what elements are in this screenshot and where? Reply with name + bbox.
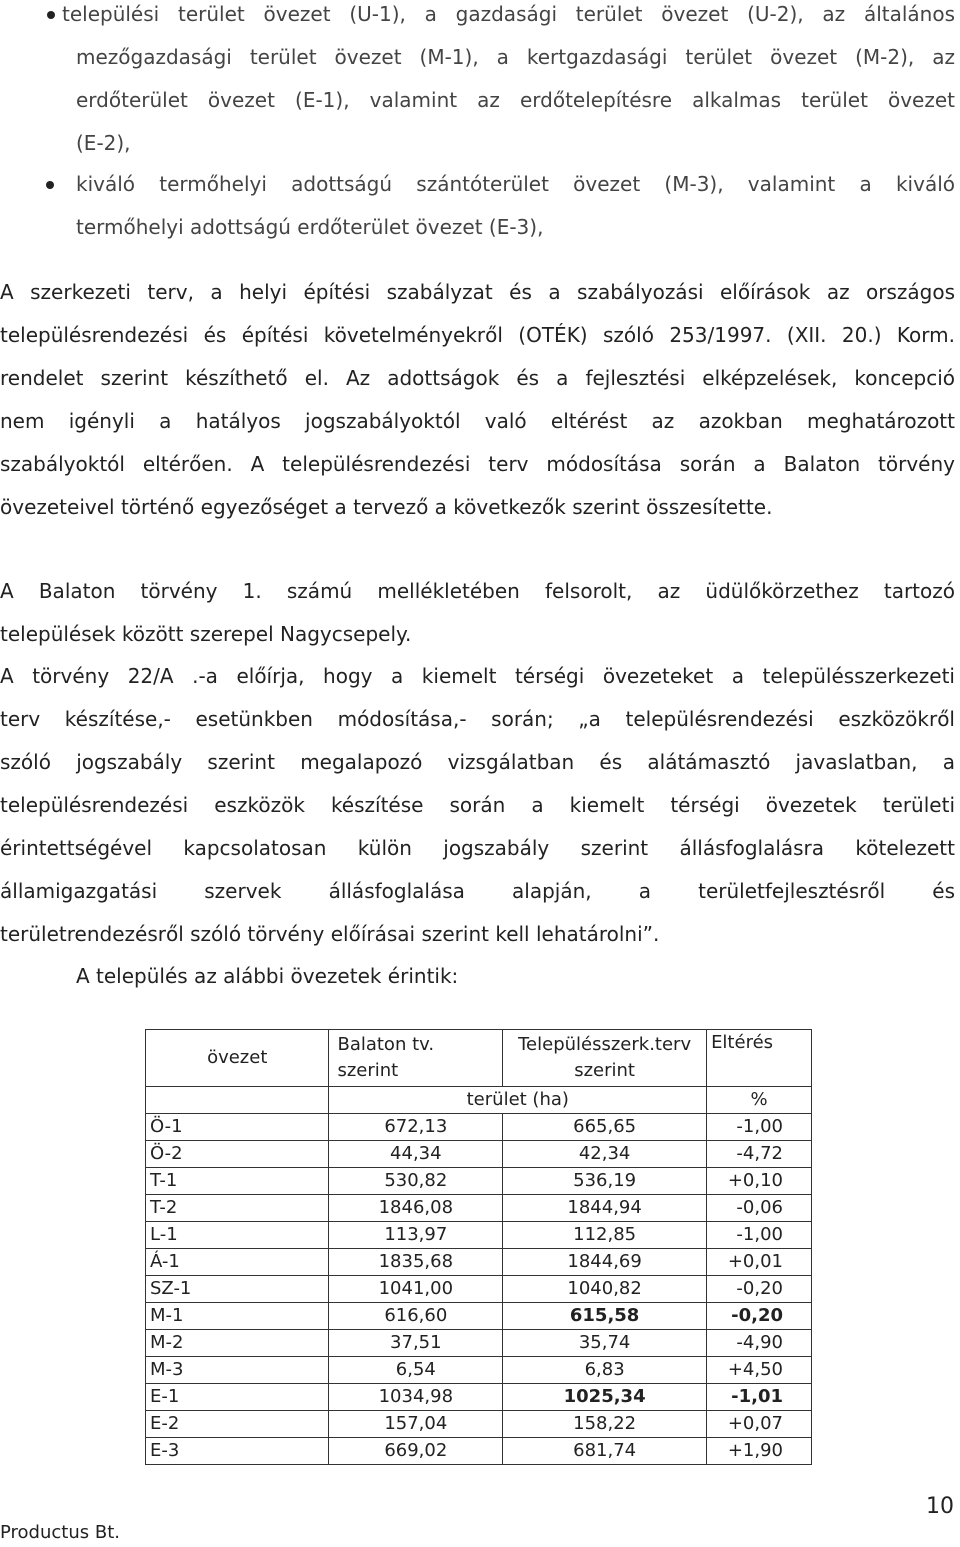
text-line: települések között szerepel Nagycsepely. xyxy=(0,622,412,646)
cell-diff: +0,07 xyxy=(707,1411,812,1438)
header-balaton xyxy=(329,1030,503,1087)
paragraph-balaton-annex xyxy=(0,570,955,656)
table-row xyxy=(146,1357,812,1384)
cell-zone: E-3 xyxy=(146,1438,329,1465)
text-line: településrendezési és építési követelményekről (OTÉK) szóló 253/1997. (XII. 20.) Korm. xyxy=(0,323,955,347)
cell-diff: -1,01 xyxy=(707,1384,812,1411)
cell-zone: M-2 xyxy=(146,1330,329,1357)
cell-balaton: 44,34 xyxy=(329,1141,503,1168)
text-line: A törvény 22/A .-a előírja, hogy a kiemelt térségi övezeteket a településszerkezeti xyxy=(0,664,955,688)
cell-balaton: 157,04 xyxy=(329,1411,503,1438)
cell-balaton: 530,82 xyxy=(329,1168,503,1195)
cell-zone: Ö-2 xyxy=(146,1141,329,1168)
bullet-line: kiváló termőhelyi adottságú szántóterület övezet (M-3), valamint a kiváló xyxy=(76,172,955,196)
header-diff xyxy=(707,1030,812,1087)
unit-percent: % xyxy=(707,1087,812,1114)
cell-balaton: 37,51 xyxy=(329,1330,503,1357)
cell-zone: T-1 xyxy=(146,1168,329,1195)
table-row xyxy=(146,1330,812,1357)
cell-zone: E-2 xyxy=(146,1411,329,1438)
text-line: nem igényli a hatályos jogszabályoktól való eltérést az azokban meghatározott xyxy=(0,409,955,433)
cell-diff: -0,06 xyxy=(707,1195,812,1222)
cell-zone: Ö-1 xyxy=(146,1114,329,1141)
table-row xyxy=(146,1384,812,1411)
cell-diff: +0,01 xyxy=(707,1249,812,1276)
cell-zone: T-2 xyxy=(146,1195,329,1222)
text-line: államigazgatási szervek állásfoglalása alapján, a területfejlesztésről és xyxy=(0,879,955,903)
cell-zone: L-1 xyxy=(146,1222,329,1249)
text-line: rendelet szerint készíthető el. Az adottságok és a fejlesztési elképzelések, koncepció xyxy=(0,366,955,390)
footer-company: Productus Bt. xyxy=(0,1522,120,1543)
cell-diff: -1,00 xyxy=(707,1222,812,1249)
text-line: szabályoktól eltérően. A településrendezési terv módosítása során a Balaton törvény xyxy=(0,452,955,476)
cell-plan: 158,22 xyxy=(503,1411,707,1438)
cell-plan: 112,85 xyxy=(503,1222,707,1249)
header-zone: övezet xyxy=(146,1030,329,1087)
cell-plan: 681,74 xyxy=(503,1438,707,1465)
cell-diff: -0,20 xyxy=(707,1303,812,1330)
text-line: területrendezésről szóló törvény előírásai szerint kell lehatárolni”. xyxy=(0,922,660,946)
table-row xyxy=(146,1195,812,1222)
cell-plan: 665,65 xyxy=(503,1114,707,1141)
bullet-item xyxy=(62,0,955,165)
header-plan-line1: Településszerk.terv xyxy=(518,1034,692,1055)
table-row xyxy=(146,1222,812,1249)
cell-zone: SZ-1 xyxy=(146,1276,329,1303)
cell-plan: 615,58 xyxy=(503,1303,707,1330)
bullet-item xyxy=(76,163,955,249)
table-row xyxy=(146,1438,812,1465)
cell-balaton: 1041,00 xyxy=(329,1276,503,1303)
unit-area: terület (ha) xyxy=(329,1087,707,1114)
text-line: szóló jogszabály szerint megalapozó vizsgálatban és alátámasztó javaslatban, a xyxy=(0,750,955,774)
table-row xyxy=(146,1168,812,1195)
table-intro: A település az alábbi övezetek érintik: xyxy=(76,964,459,988)
bullet-line: erdőterület övezet (E-1), valamint az erdőtelepítésre alkalmas terület övezet xyxy=(76,88,955,112)
table-row xyxy=(146,1411,812,1438)
bullet-dot-icon xyxy=(46,181,54,189)
cell-diff: -4,72 xyxy=(707,1141,812,1168)
unit-empty-cell xyxy=(146,1087,329,1114)
cell-zone: M-1 xyxy=(146,1303,329,1330)
bullet-line: települési terület övezet (U-1), a gazdasági terület övezet (U-2), az általános xyxy=(62,2,955,26)
cell-balaton: 1034,98 xyxy=(329,1384,503,1411)
text-line: terv készítése,- esetünkben módosítása,- során; „a településrendezési eszközökről xyxy=(0,707,955,731)
cell-balaton: 113,97 xyxy=(329,1222,503,1249)
cell-diff: -1,00 xyxy=(707,1114,812,1141)
table-row xyxy=(146,1276,812,1303)
cell-zone: Á-1 xyxy=(146,1249,329,1276)
table-row xyxy=(146,1114,812,1141)
header-plan-line2: szerint xyxy=(574,1060,635,1081)
table-header-row xyxy=(146,1030,812,1087)
cell-balaton: 1846,08 xyxy=(329,1195,503,1222)
bullet-dot-icon xyxy=(47,11,55,19)
cell-zone: M-3 xyxy=(146,1357,329,1384)
cell-diff: +1,90 xyxy=(707,1438,812,1465)
cell-plan: 536,19 xyxy=(503,1168,707,1195)
text-line: érintettségével kapcsolatosan külön jogszabály szerint állásfoglalásra kötelezett xyxy=(0,836,955,860)
cell-plan: 1025,34 xyxy=(503,1384,707,1411)
bullet-line: mezőgazdasági terület övezet (M-1), a kertgazdasági terület övezet (M-2), az xyxy=(76,45,955,69)
zone-comparison-table xyxy=(145,1029,812,1465)
cell-plan: 6,83 xyxy=(503,1357,707,1384)
text-line: településrendezési eszközök készítése során a kiemelt térségi övezetek területi xyxy=(0,793,955,817)
cell-diff: +0,10 xyxy=(707,1168,812,1195)
table-row xyxy=(146,1249,812,1276)
cell-balaton: 616,60 xyxy=(329,1303,503,1330)
header-diff-label: Eltérés xyxy=(711,1032,774,1053)
cell-diff: -0,20 xyxy=(707,1276,812,1303)
cell-plan: 42,34 xyxy=(503,1141,707,1168)
text-line: övezeteivel történő egyezőséget a tervező a következők szerint összesítette. xyxy=(0,495,773,519)
paragraph-22a xyxy=(0,655,955,956)
text-line: A Balaton törvény 1. számú mellékletében felsorolt, az üdülőkörzethez tartozó xyxy=(0,579,955,603)
table-row xyxy=(146,1303,812,1330)
header-balaton-line1: Balaton tv. xyxy=(337,1034,435,1055)
bullet-line: (E-2), xyxy=(76,131,131,155)
paragraph-otek xyxy=(0,271,955,529)
table-row xyxy=(146,1141,812,1168)
header-balaton-line2: szerint xyxy=(337,1060,399,1081)
cell-balaton: 672,13 xyxy=(329,1114,503,1141)
cell-plan: 1844,94 xyxy=(503,1195,707,1222)
cell-plan: 1844,69 xyxy=(503,1249,707,1276)
cell-diff: +4,50 xyxy=(707,1357,812,1384)
cell-plan: 1040,82 xyxy=(503,1276,707,1303)
cell-plan: 35,74 xyxy=(503,1330,707,1357)
cell-balaton: 669,02 xyxy=(329,1438,503,1465)
header-plan xyxy=(503,1030,707,1087)
cell-zone: E-1 xyxy=(146,1384,329,1411)
cell-balaton: 6,54 xyxy=(329,1357,503,1384)
text-line: A szerkezeti terv, a helyi építési szabályzat és a szabályozási előírások az országos xyxy=(0,280,955,304)
page-number: 10 xyxy=(926,1494,954,1519)
bullet-line: termőhelyi adottságú erdőterület övezet (E-3), xyxy=(76,215,544,239)
cell-balaton: 1835,68 xyxy=(329,1249,503,1276)
table-unit-row xyxy=(146,1087,812,1114)
cell-diff: -4,90 xyxy=(707,1330,812,1357)
